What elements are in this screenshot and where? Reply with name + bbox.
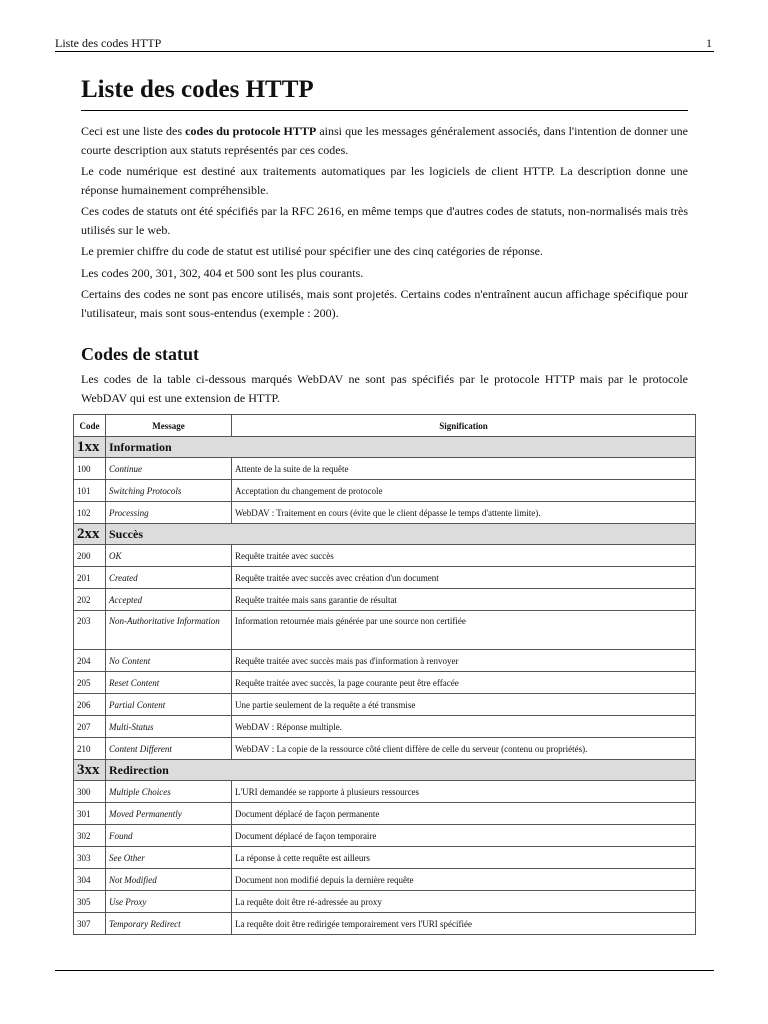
cell-code: 102 [74, 502, 106, 524]
category-label: Succès [106, 524, 696, 545]
cell-code: 304 [74, 869, 106, 891]
cell-code: 202 [74, 589, 106, 611]
cell-meaning: Document déplacé de façon temporaire [232, 825, 696, 847]
category-row [74, 524, 696, 545]
cell-meaning: La réponse à cette requête est ailleurs [232, 847, 696, 869]
table-row [74, 891, 696, 913]
paragraph: Certains des codes ne sont pas encore utilisés, mais sont projetés. Certains codes n'entraînent aucun affichage spécifique pour l'utilisateur, mais sont sous-entendus (exemple : 200). [81, 287, 688, 320]
cell-message: Reset Content [106, 672, 232, 694]
table-row [74, 672, 696, 694]
paragraph: Le premier chiffre du code de statut est utilisé pour spécifier une des cinq catégories de réponse. [81, 244, 543, 258]
cell-message: Moved Permanently [106, 803, 232, 825]
cell-meaning: WebDAV : Réponse multiple. [232, 716, 696, 738]
table-row [74, 611, 696, 650]
intro-bold-term: codes du protocole HTTP [185, 124, 317, 138]
category-row [74, 760, 696, 781]
cell-message: Created [106, 567, 232, 589]
category-code: 3xx [74, 760, 106, 781]
cell-message: Multi-Status [106, 716, 232, 738]
cell-meaning: Attente de la suite de la requête [232, 458, 696, 480]
cell-code: 300 [74, 781, 106, 803]
article-title: Liste des codes HTTP [81, 72, 688, 111]
cell-code: 204 [74, 650, 106, 672]
table-row [74, 545, 696, 567]
cell-message: Multiple Choices [106, 781, 232, 803]
cell-meaning: Information retournée mais générée par une source non certifiée [232, 611, 696, 650]
cell-message: Content Different [106, 738, 232, 760]
cell-code: 302 [74, 825, 106, 847]
cell-meaning: WebDAV : Traitement en cours (évite que le client dépasse le temps d'attente limite). [232, 502, 696, 524]
running-header [55, 36, 714, 52]
cell-meaning: L'URI demandée se rapporte à plusieurs ressources [232, 781, 696, 803]
cell-message: Accepted [106, 589, 232, 611]
cell-message: Switching Protocols [106, 480, 232, 502]
table-body [74, 437, 696, 935]
cell-code: 200 [74, 545, 106, 567]
cell-code: 100 [74, 458, 106, 480]
cell-code: 101 [74, 480, 106, 502]
paragraph: Les codes 200, 301, 302, 404 et 500 sont les plus courants. [81, 265, 364, 280]
cell-message: Temporary Redirect [106, 913, 232, 935]
cell-meaning: Document déplacé de façon permanente [232, 803, 696, 825]
cell-code: 205 [74, 672, 106, 694]
cell-message: Not Modified [106, 869, 232, 891]
cell-message: Use Proxy [106, 891, 232, 913]
cell-meaning: Une partie seulement de la requête a été transmise [232, 694, 696, 716]
category-label: Information [106, 437, 696, 458]
cell-code: 301 [74, 803, 106, 825]
paragraph: Ces codes de statuts ont été spécifiés par la RFC 2616, en même temps que d'autres codes de statuts, non-normalisés mais très utilisés sur le web. [81, 204, 688, 237]
cell-code: 210 [74, 738, 106, 760]
cell-code: 305 [74, 891, 106, 913]
cell-message: No Content [106, 650, 232, 672]
cell-meaning: Requête traitée mais sans garantie de résultat [232, 589, 696, 611]
table-row [74, 913, 696, 935]
cell-meaning: WebDAV : La copie de la ressource côté client diffère de celle du serveur (contenu ou propriétés). [232, 738, 696, 760]
table-row [74, 847, 696, 869]
article-body [81, 72, 688, 407]
table-row [74, 738, 696, 760]
table-row [74, 781, 696, 803]
table-row [74, 650, 696, 672]
cell-code: 303 [74, 847, 106, 869]
category-row [74, 437, 696, 458]
header-meaning: Signification [232, 415, 696, 437]
header-rule [55, 51, 714, 52]
table-row [74, 825, 696, 847]
page-number: 1 [706, 36, 712, 50]
cell-meaning: Document non modifié depuis la dernière requête [232, 869, 696, 891]
section-paragraph: Les codes de la table ci-dessous marqués WebDAV ne sont pas spécifiés par le protocole HTTP mais par le protocole WebDAV qui est une extension de HTTP. [81, 372, 688, 405]
cell-code: 206 [74, 694, 106, 716]
cell-code: 307 [74, 913, 106, 935]
intro-text-after: ainsi que les messages généralement associés, dans l'intention de donner une courte description aux statuts représentés par ces codes. [81, 124, 689, 157]
category-label: Redirection [106, 760, 696, 781]
section-heading: Codes de statut [81, 344, 200, 364]
intro-paragraph [81, 122, 688, 159]
cell-meaning: Requête traitée avec succès avec création d'un document [232, 567, 696, 589]
cell-code: 207 [74, 716, 106, 738]
cell-message: OK [106, 545, 232, 567]
table-row [74, 480, 696, 502]
cell-meaning: La requête doit être redirigée temporairement vers l'URI spécifiée [232, 913, 696, 935]
table-row [74, 716, 696, 738]
table-row [74, 458, 696, 480]
status-codes-table [73, 414, 696, 935]
cell-meaning: Requête traitée avec succès, la page courante peut être effacée [232, 672, 696, 694]
cell-code: 201 [74, 567, 106, 589]
category-code: 2xx [74, 524, 106, 545]
header-code: Code [74, 415, 106, 437]
cell-message: Partial Content [106, 694, 232, 716]
table-row [74, 502, 696, 524]
cell-meaning: La requête doit être ré-adressée au proxy [232, 891, 696, 913]
cell-message: See Other [106, 847, 232, 869]
cell-meaning: Requête traitée avec succès mais pas d'information à renvoyer [232, 650, 696, 672]
table-header-row [74, 415, 696, 437]
footer-rule [55, 970, 714, 971]
cell-message: Processing [106, 502, 232, 524]
table-row [74, 694, 696, 716]
cell-message: Continue [106, 458, 232, 480]
table-row [74, 589, 696, 611]
cell-code: 203 [74, 611, 106, 650]
cell-meaning: Acceptation du changement de protocole [232, 480, 696, 502]
cell-message: Found [106, 825, 232, 847]
paragraph: Le code numérique est destiné aux traitements automatiques par les logiciels de client HTTP. La description donne une réponse humainement compréhensible. [81, 164, 688, 197]
header-message: Message [106, 415, 232, 437]
cell-meaning: Requête traitée avec succès [232, 545, 696, 567]
running-header-title: Liste des codes HTTP [55, 36, 162, 50]
table-row [74, 869, 696, 891]
cell-message: Non-Authoritative Information [106, 611, 232, 650]
intro-text-before: Ceci est une liste des [81, 124, 186, 138]
category-code: 1xx [74, 437, 106, 458]
table-row [74, 803, 696, 825]
table-row [74, 567, 696, 589]
